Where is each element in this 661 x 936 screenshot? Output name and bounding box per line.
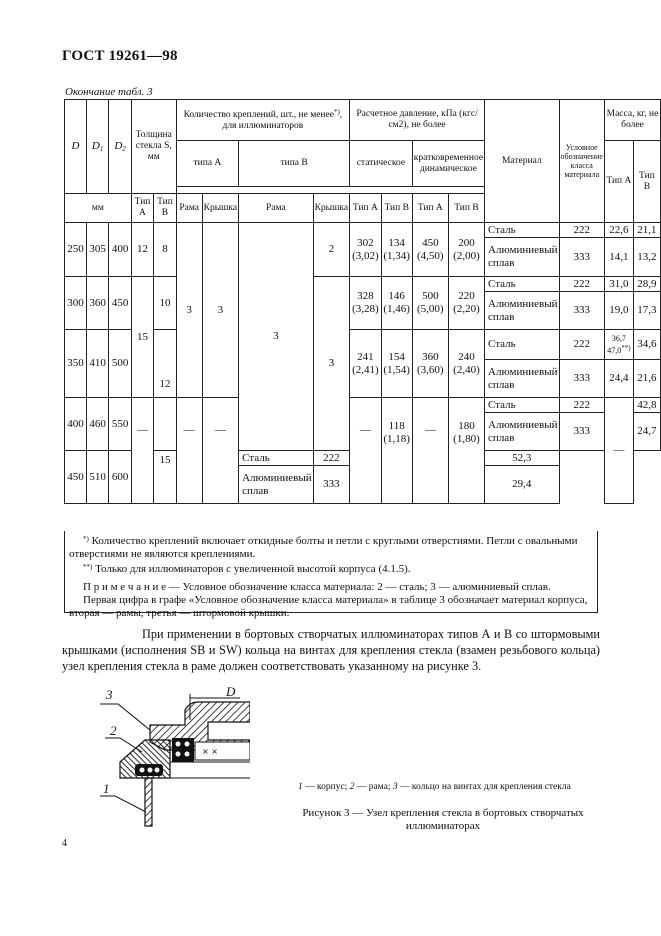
- figure-drawing: [90, 680, 250, 830]
- col-mass-tip-b: Тип В: [633, 141, 660, 223]
- figure-label-d: D: [226, 684, 236, 699]
- figure-label-3: 3: [106, 687, 113, 702]
- table-row: Алюминиевый сплав 333 14,1 13,2: [65, 238, 661, 277]
- col-frame-a: Рама: [176, 194, 202, 223]
- col-pressure: Расчетное давление, кПа (кгс/см2), не более: [350, 100, 485, 141]
- table-caption: Окончание табл. 3: [65, 86, 153, 98]
- col-static: статическое: [350, 141, 413, 187]
- col-material: Материал: [485, 100, 559, 223]
- col-type-b: типа В: [239, 141, 350, 187]
- col-cover-b: Крышка: [313, 194, 349, 223]
- col-d1: $D_1$: [86, 100, 108, 194]
- col-frame-b: Рама: [239, 194, 313, 223]
- page-number: 4: [62, 838, 67, 849]
- figure-label-2: 2: [110, 723, 117, 738]
- col-thickness: Толщина стекла S, мм: [131, 100, 176, 194]
- document-header: ГОСТ 19261—98: [62, 48, 178, 64]
- col-cover-a: Крышка: [202, 194, 238, 223]
- footnote-2: **) Только для иллюминаторов с увеличенной высотой корпуса (4.1.5).: [83, 563, 411, 575]
- col-s-tip-b: Тип В: [154, 194, 176, 223]
- note-second: Первая цифра в графе «Условное обозначение класса материала» в таблице 3 обозначает материал корпуса, вторая — рамы, третья — штормовой крышки.: [69, 594, 588, 619]
- col-ps-b: Тип В: [381, 194, 412, 223]
- col-mass-tip-a: Тип А: [604, 141, 633, 223]
- data-table: [64, 99, 661, 504]
- col-pd-a: Тип А: [412, 194, 448, 223]
- col-dynamic: кратковременное динамическое: [412, 141, 484, 187]
- table-row: Алюминиевый сплав 333 29,4: [65, 466, 661, 504]
- col-fasteners: Количество креплений, шт., не менее*), для иллюминаторов: [176, 100, 349, 141]
- svg-text:× ×: × ×: [202, 747, 218, 756]
- figure-caption: Рисунок 3 — Узел крепления стекла в бортовых створчатых иллюминаторах: [302, 807, 584, 832]
- col-class-code: Условное обозначение класса материала: [559, 100, 604, 223]
- col-d: D: [65, 100, 87, 194]
- col-mass: Масса, кг, не более: [604, 100, 660, 141]
- table-row: 350 410 500 12 241 (2,41) 154 (1,54) 360 (3,60) 240 (2,40) Сталь 222 36,7 47,0**) 34,6: [65, 330, 661, 360]
- table-row: 450 510 600 15 Сталь 222 52,3: [65, 451, 661, 466]
- table-row: Алюминиевый сплав 333 19,0 17,3: [65, 292, 661, 330]
- figure-label-1: 1: [103, 781, 110, 796]
- table-notes: [64, 531, 598, 619]
- col-type-a: типа А: [176, 141, 238, 187]
- table-row: 300 360 450 15 10 3 328 (3,28) 146 (1,46) 500 (5,00) 220 (2,20) Сталь 222 31,0 28,9: [65, 277, 661, 292]
- col-mm: мм: [65, 194, 132, 223]
- figure-legend: 1 — корпус; 2 — рама; 3 — кольцо на винтах для крепления стекла: [298, 782, 571, 792]
- col-s-tip-a: Тип А: [131, 194, 153, 223]
- table-row: 250 305 400 12 8 3 3 3 2 302 (3,02) 134 (1,34) 450 (4,50) 200 (2,00) Сталь 222 22,6 21,1: [65, 223, 661, 238]
- body-paragraph: При применении в бортовых створчатых иллюминаторах типов А и В со штормовыми крышками (исполнения SB и SW) кольца на винтах для крепления стекла (взамен резьбового кольца) узел крепления стекла в раме должен соответствовать указанному на рисунке 3.: [62, 627, 600, 673]
- table-row: Алюминиевый сплав 333 24,4 21,6: [65, 360, 661, 398]
- note-primechanie: П р и м е ч а н и е — Условное обозначение класса материала: 2 — сталь; 3 — алюминиевый сплав.: [83, 581, 551, 593]
- table-row: Алюминиевый сплав 333 24,7: [65, 413, 661, 451]
- col-d2: $D_2$: [109, 100, 131, 194]
- col-pd-b: Тип В: [448, 194, 484, 223]
- footnote-1: *) Количество креплений включает откидные болты и петли с круглыми отверстиями. Петли с овальными отверстиями не являются креплениями.: [69, 535, 578, 560]
- table-row: 400 460 550 — — — — 118 (1,18) — 180 (1,80) Сталь 222 — 42,8: [65, 398, 661, 413]
- col-ps-a: Тип А: [350, 194, 382, 223]
